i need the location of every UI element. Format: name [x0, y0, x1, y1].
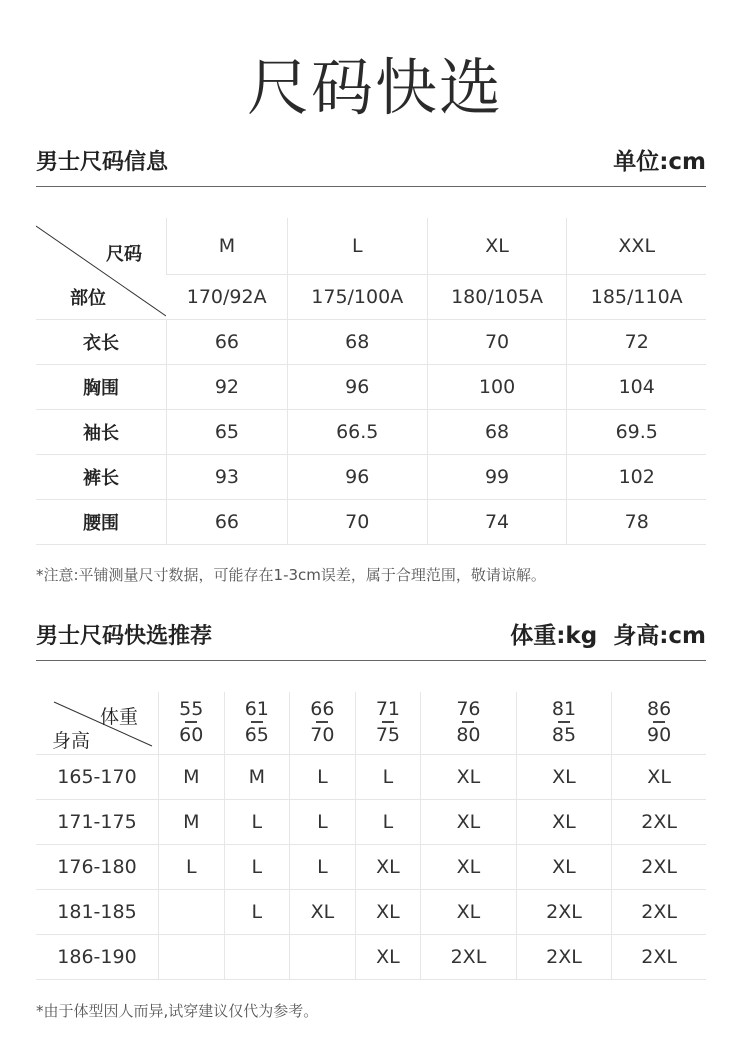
table-cell: 70 — [427, 320, 567, 365]
size-info-header — [36, 146, 706, 187]
table-cell: M — [159, 800, 225, 845]
height-label: 176-180 — [36, 845, 159, 890]
table-cell: 93 — [167, 455, 288, 500]
corner-label-height: 身高 — [52, 730, 91, 752]
spec-cell: 185/110A — [567, 275, 706, 320]
height-label: 186-190 — [36, 935, 159, 980]
table-cell: 66 — [167, 500, 288, 545]
weight-max: 70 — [310, 723, 335, 746]
table-cell: 2XL — [612, 935, 706, 980]
weight-max: 75 — [375, 723, 400, 746]
weight-col-header — [159, 692, 225, 755]
table-cell: 102 — [567, 455, 706, 500]
table-cell: 78 — [567, 500, 706, 545]
table-cell: 100 — [427, 365, 567, 410]
fit-note: *由于体型因人而异,试穿建议仅代为参考。 — [36, 1002, 319, 1020]
table-cell: 104 — [567, 365, 706, 410]
table-cell: L — [355, 800, 421, 845]
table-cell: L — [290, 755, 356, 800]
weight-min: 71 — [375, 698, 400, 721]
page-title: 尺码快选 — [246, 51, 503, 124]
table-cell: XL — [290, 890, 356, 935]
table-cell: XL — [421, 755, 517, 800]
size-info-unit: 单位:cm — [613, 149, 706, 175]
table-row — [36, 755, 706, 800]
table-cell — [159, 890, 225, 935]
measure-note: *注意:平铺测量尺寸数据，可能存在1-3cm误差，属于合理范围，敬请谅解。 — [36, 566, 546, 584]
spec-cell: 180/105A — [427, 275, 567, 320]
table-cell: L — [290, 845, 356, 890]
weight-col-header — [224, 692, 290, 755]
quick-pick-unit: 体重:kg 身高:cm — [510, 623, 706, 649]
corner-label-size: 尺码 — [106, 244, 142, 265]
table-cell: L — [224, 800, 290, 845]
table-cell: 96 — [287, 455, 427, 500]
table-row — [36, 800, 706, 845]
spec-cell: 170/92A — [167, 275, 288, 320]
weight-col-header — [355, 692, 421, 755]
spec-cell: 175/100A — [287, 275, 427, 320]
table-cell: XL — [612, 755, 706, 800]
quick-pick-table — [36, 692, 706, 980]
weight-col-header — [421, 692, 517, 755]
table-cell: XL — [516, 755, 612, 800]
table-cell: 68 — [287, 320, 427, 365]
quick-pick-header — [36, 620, 706, 661]
table-row — [36, 500, 706, 545]
table-cell: XL — [355, 845, 421, 890]
table-row — [36, 890, 706, 935]
quick-corner-cell — [36, 692, 159, 755]
table-cell: XL — [516, 845, 612, 890]
table-cell: 66 — [167, 320, 288, 365]
table-cell: 2XL — [516, 935, 612, 980]
row-label: 胸围 — [36, 365, 167, 410]
weight-max: 80 — [456, 723, 481, 746]
table-cell: XL — [421, 845, 517, 890]
weight-col-header — [516, 692, 612, 755]
weight-max: 65 — [244, 723, 269, 746]
row-label: 腰围 — [36, 500, 167, 545]
table-cell: L — [224, 890, 290, 935]
table-cell: 69.5 — [567, 410, 706, 455]
table-cell: 68 — [427, 410, 567, 455]
table-cell: 74 — [427, 500, 567, 545]
table-cell: L — [224, 845, 290, 890]
table-cell: L — [290, 800, 356, 845]
table-cell: 92 — [167, 365, 288, 410]
weight-col-header — [290, 692, 356, 755]
table-cell: L — [159, 845, 225, 890]
row-label: 裤长 — [36, 455, 167, 500]
table-row — [36, 935, 706, 980]
weight-max: 60 — [179, 723, 204, 746]
size-col-header: L — [287, 218, 427, 275]
corner-label-part: 部位 — [70, 288, 106, 309]
table-cell: XL — [516, 800, 612, 845]
weight-min: 76 — [456, 698, 481, 721]
table-row — [36, 845, 706, 890]
size-info-table — [36, 218, 706, 545]
table-cell — [290, 935, 356, 980]
weight-max: 85 — [551, 723, 577, 746]
table-cell: 2XL — [612, 845, 706, 890]
weight-min: 55 — [179, 698, 204, 721]
table-row — [36, 320, 706, 365]
table-cell: 2XL — [612, 890, 706, 935]
table-cell: 2XL — [421, 935, 517, 980]
size-col-header: XL — [427, 218, 567, 275]
weight-header-row — [36, 692, 706, 755]
weight-min: 81 — [551, 698, 577, 721]
weight-min: 86 — [647, 698, 672, 721]
weight-min: 66 — [310, 698, 335, 721]
row-label: 袖长 — [36, 410, 167, 455]
table-cell: XL — [421, 890, 517, 935]
table-cell — [224, 935, 290, 980]
size-info-heading: 男士尺码信息 — [36, 150, 169, 175]
height-label: 165-170 — [36, 755, 159, 800]
table-cell: M — [224, 755, 290, 800]
table-cell: 2XL — [516, 890, 612, 935]
quick-pick-heading: 男士尺码快选推荐 — [36, 624, 213, 649]
table-cell: 66.5 — [287, 410, 427, 455]
size-header-row — [36, 218, 706, 275]
size-col-header: M — [167, 218, 288, 275]
table-cell: M — [159, 755, 225, 800]
table-row — [36, 455, 706, 500]
weight-min: 61 — [244, 698, 269, 721]
table-cell: 72 — [567, 320, 706, 365]
table-cell: 99 — [427, 455, 567, 500]
table-row — [36, 410, 706, 455]
height-label: 181-185 — [36, 890, 159, 935]
table-row — [36, 365, 706, 410]
height-label: 171-175 — [36, 800, 159, 845]
corner-label-weight: 体重 — [99, 706, 138, 728]
table-cell: 2XL — [612, 800, 706, 845]
size-col-header: XXL — [567, 218, 706, 275]
table-cell: 65 — [167, 410, 288, 455]
row-label: 衣长 — [36, 320, 167, 365]
table-cell — [159, 935, 225, 980]
table-cell: XL — [355, 890, 421, 935]
table-cell: 70 — [287, 500, 427, 545]
weight-max: 90 — [647, 723, 672, 746]
weight-col-header — [612, 692, 706, 755]
table-cell: XL — [355, 935, 421, 980]
table-cell: L — [355, 755, 421, 800]
table-cell: XL — [421, 800, 517, 845]
size-corner-cell — [36, 218, 167, 320]
table-cell: 96 — [287, 365, 427, 410]
